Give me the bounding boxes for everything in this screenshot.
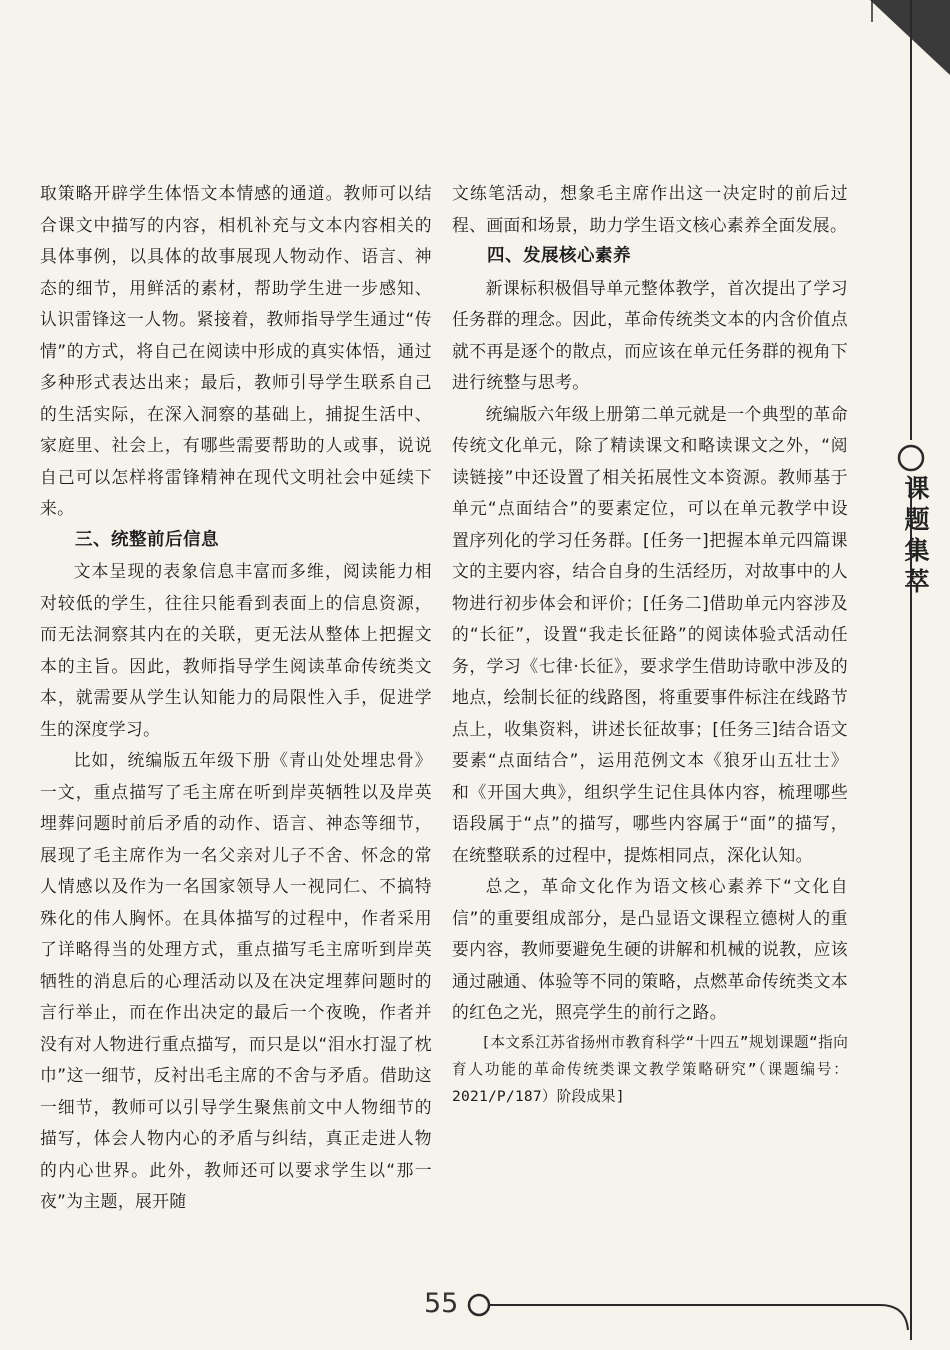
left-paragraph-2: 文本呈现的表象信息丰富而多维，阅读能力相对较低的学生，往往只能看到表面上的信息资源，而无法洞察其内在的关联，更无法从整体上把握文本的主旨。因此，教师指导学生阅读革命传统类文本，就需要从学生认知能力的局限性入手，促进学生的深度学习。 bbox=[40, 561, 432, 739]
right-paragraph-1: 新课标积极倡导单元整体教学，首次提出了学习任务群的理念。因此，革命传统类文本的内含价值点就不再是逐个的散点，而应该在单元任务群的视角下进行统整与思考。 bbox=[452, 277, 848, 392]
heading-section-4: 四、发展核心素养 bbox=[487, 246, 631, 266]
footer-line bbox=[489, 1305, 908, 1330]
page-number: 55 bbox=[424, 1288, 459, 1319]
funding-note: [本文系江苏省扬州市教育科学“十四五”规划课题“指向育人功能的革命传统类课文教学策略研究”（课题编号：2021/P/187）阶段成果] bbox=[452, 1033, 848, 1105]
left-paragraph-1: 取策略开辟学生体悟文本情感的通道。教师可以结合课文中描写的内容，相机补充与文本内容相关的具体事例，以具体的故事展现人物动作、语言、神态的细节，用鲜活的素材，帮助学生进一步感知、认识雷锋这一人物。紧接着，教师指导学生通过“传情”的方式，将自己在阅读中形成的真实体悟，通过多种形式表达出来；最后，教师引导学生联系自己的生活实际，在深入洞察的基础上，捕捉生活中、家庭里、社会上，有哪些需要帮助的人或事，说说自己可以怎样将雷锋精神在现代文明社会中延续下来。 bbox=[40, 183, 432, 518]
heading-section-3: 三、统整前后信息 bbox=[75, 529, 219, 550]
left-column bbox=[40, 178, 432, 1218]
right-paragraph-2: 统编版六年级上册第二单元就是一个典型的革命传统文化单元，除了精读课文和略读课文之外，“阅读链接”中还设置了相关拓展性文本资源。教师基于单元“点面结合”的要素定位，可以在单元教学中设置序列化的学习任务群。[任务一]把握本单元四篇课文的主要内容，结合自身的生活经历，对故事中的人物进行初步体会和评价；[任务二]借助单元内容涉及的“长征”，设置“我走长征路”的阅读体验式活动任务，学习《七律·长征》，要求学生借助诗歌中涉及的地点，绘制长征的线路图，将重要事件标注在线路节点上，收集资料，讲述长征故事；[任务三]结合语文要素“点面结合”，运用范例文本《狼牙山五壮士》和《开国大典》，组织学生记住具体内容，梳理哪些语段属于“点”的描写，哪些内容属于“面”的描写，在统整联系的过程中，提炼相同点，深化认知。 bbox=[452, 403, 848, 865]
right-column bbox=[452, 178, 848, 1110]
right-paragraph-0: 文练笔活动，想象毛主席作出这一决定时的前后过程、画面和场景，助力学生语文核心素养全面发展。 bbox=[452, 183, 848, 235]
left-paragraph-3: 比如，统编版五年级下册《青山处处埋忠骨》一文，重点描写了毛主席在听到岸英牺牲以及岸英埋葬问题时前后矛盾的动作、语言、神态等细节，展现了毛主席作为一名父亲对儿子不舍、怀念的常人情感以及作为一名国家领导人一视同仁、不搞特殊化的伟人胸怀。在具体描写的过程中，作者采用了详略得当的处理方式，重点描写毛主席听到岸英牺牲的消息后的心理活动以及在决定埋葬问题时的言行举止，而在作出决定的最后一个夜晚，作者并没有对人物进行重点描写，而只是以“泪水打湿了枕巾”这一细节，反衬出毛主席的不舍与矛盾。借助这一细节，教师可以引导学生聚焦前文中人物细节的描写，体会人物内心的矛盾与纠结，真正走进人物的内心世界。此外，教师还可以要求学生以“那一夜”为主题，展开随 bbox=[40, 750, 432, 1211]
right-paragraph-3: 总之，革命文化作为语文核心素养下“文化自信”的重要组成部分，是凸显语文课程立德树人的重要内容，教师要避免生硬的讲解和机械的说教，应该通过融通、体验等不同的策略，点燃革命传统类文本的红色之光，照亮学生的前行之路。 bbox=[452, 876, 848, 1022]
section-label: 课题集萃 bbox=[901, 475, 930, 599]
footer-circle bbox=[469, 1295, 489, 1315]
section-circle bbox=[899, 446, 923, 470]
